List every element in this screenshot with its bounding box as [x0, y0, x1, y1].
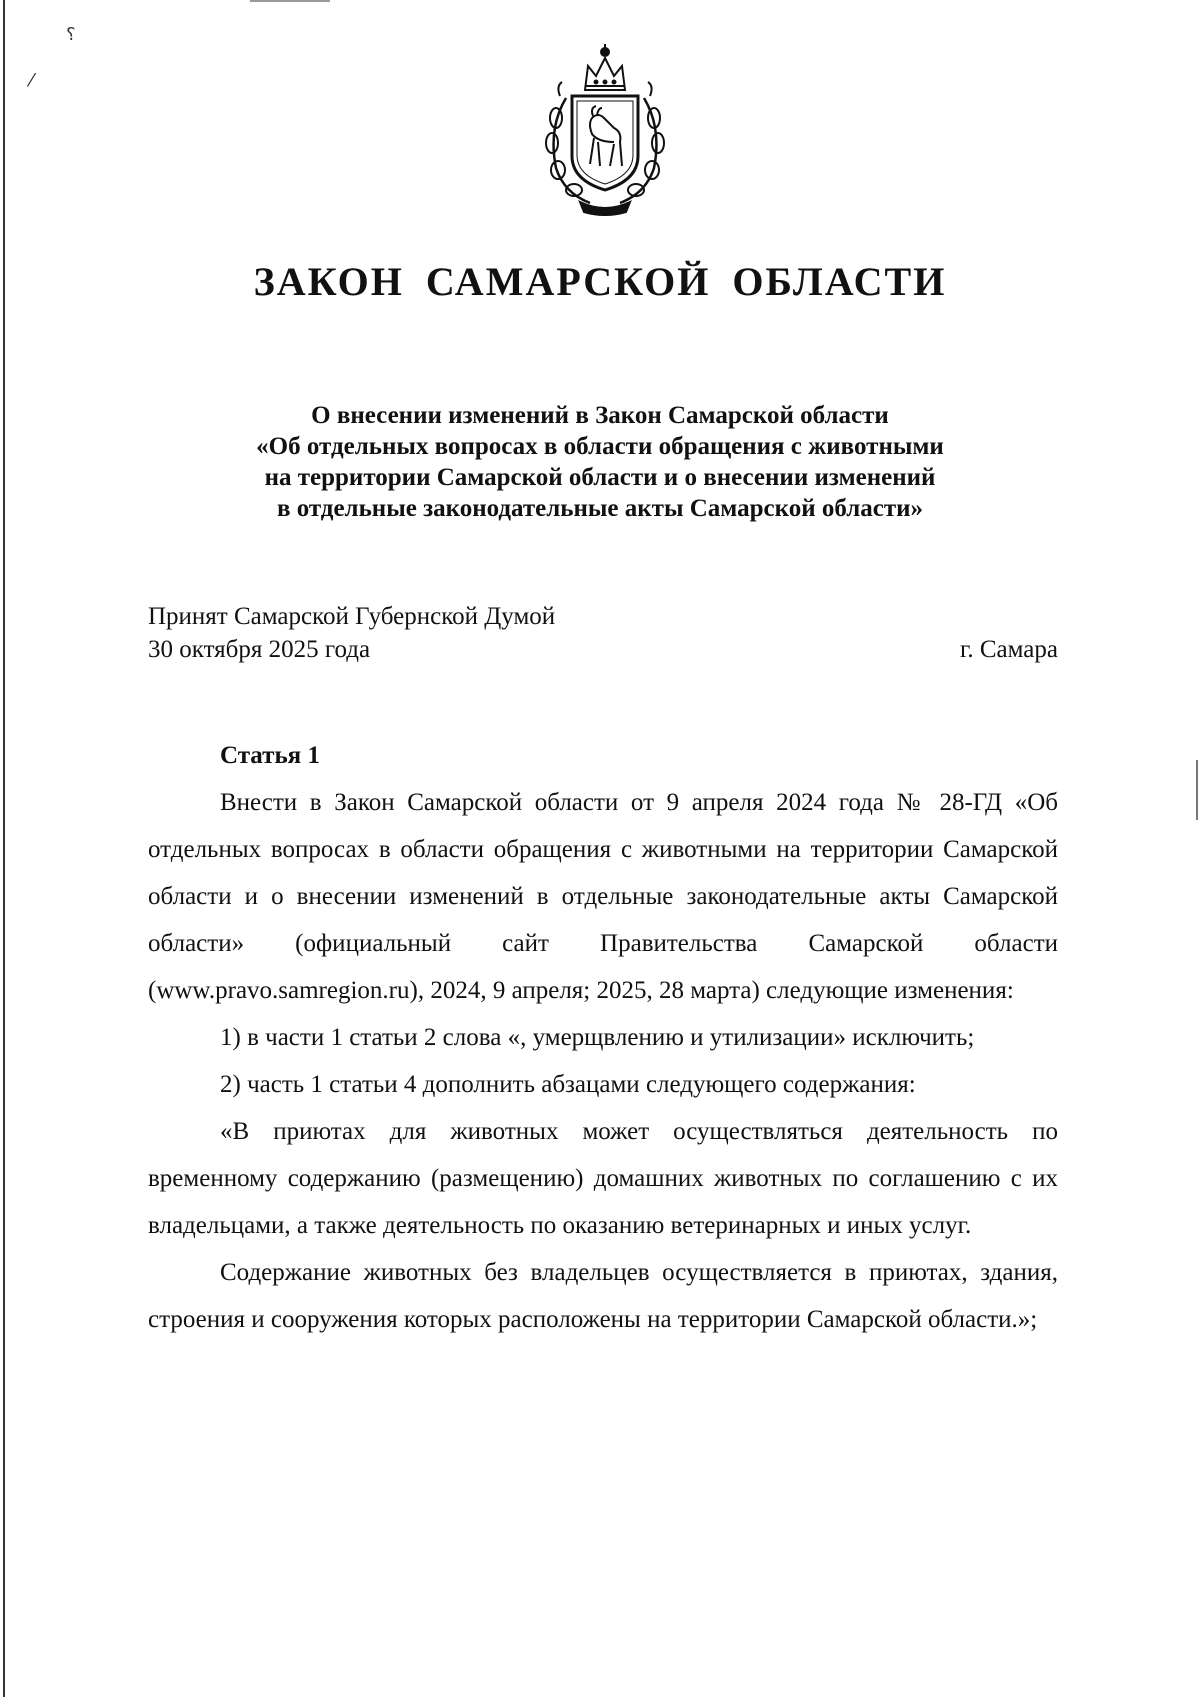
document-subtitle — [0, 400, 1200, 524]
article-paragraph: 1) в части 1 статьи 2 слова «, умерщвлению и утилизации» исключить; — [220, 1024, 975, 1051]
scan-speck: ⸮ — [66, 24, 76, 45]
scan-speck: ⁄ — [30, 70, 34, 91]
adopted-by: Принят Самарской Губернской Думой — [148, 603, 556, 630]
subtitle-line: О внесении изменений в Закон Самарской области — [311, 402, 889, 429]
scan-border-left — [3, 0, 5, 1697]
article-paragraph: Внести в Закон Самарской области от 9 апреля 2024 года № 28-ГД «Об отдельных вопросах в области обращения с животными на территории Самарской области и о внесении изменений в отдельные законодательные акты Самарской области» (официальный сайт Правительства Самарской области (www.pravo.samregion.ru), 2024, 9 апреля; 2025, 28 марта) следующие изменения: — [148, 789, 1058, 1004]
document-title: ЗАКОН САМАРСКОЙ ОБЛАСТИ — [253, 259, 947, 304]
scan-border-right — [1196, 760, 1198, 820]
article-body — [148, 732, 1058, 1343]
article-paragraph: 2) часть 1 статьи 4 дополнить абзацами следующего содержания: — [220, 1071, 916, 1098]
article-heading: Статья 1 — [220, 742, 320, 769]
subtitle-line: «Об отдельных вопросах в области обращения с животными — [256, 433, 944, 460]
city-name: г. Самара — [959, 636, 1058, 663]
article-paragraph: Содержание животных без владельцев осуществляется в приютах, здания, строения и сооружения которых расположены на территории Самарской области.»; — [148, 1259, 1058, 1333]
article-paragraph: «В приютах для животных может осуществляться деятельность по временному содержанию (размещению) домашних животных по соглашению с их владельцами, а также деятельность по оказанию ветеринарных и иных услуг. — [148, 1118, 1058, 1239]
scan-border-top — [250, 0, 330, 2]
adoption-info — [148, 600, 555, 666]
coat-of-arms-emblem — [530, 38, 680, 216]
subtitle-line: на территории Самарской области и о внесении изменений — [264, 464, 936, 491]
subtitle-line: в отдельные законодательные акты Самарской области» — [276, 495, 924, 522]
adopted-date: 30 октября 2025 года — [148, 636, 371, 663]
